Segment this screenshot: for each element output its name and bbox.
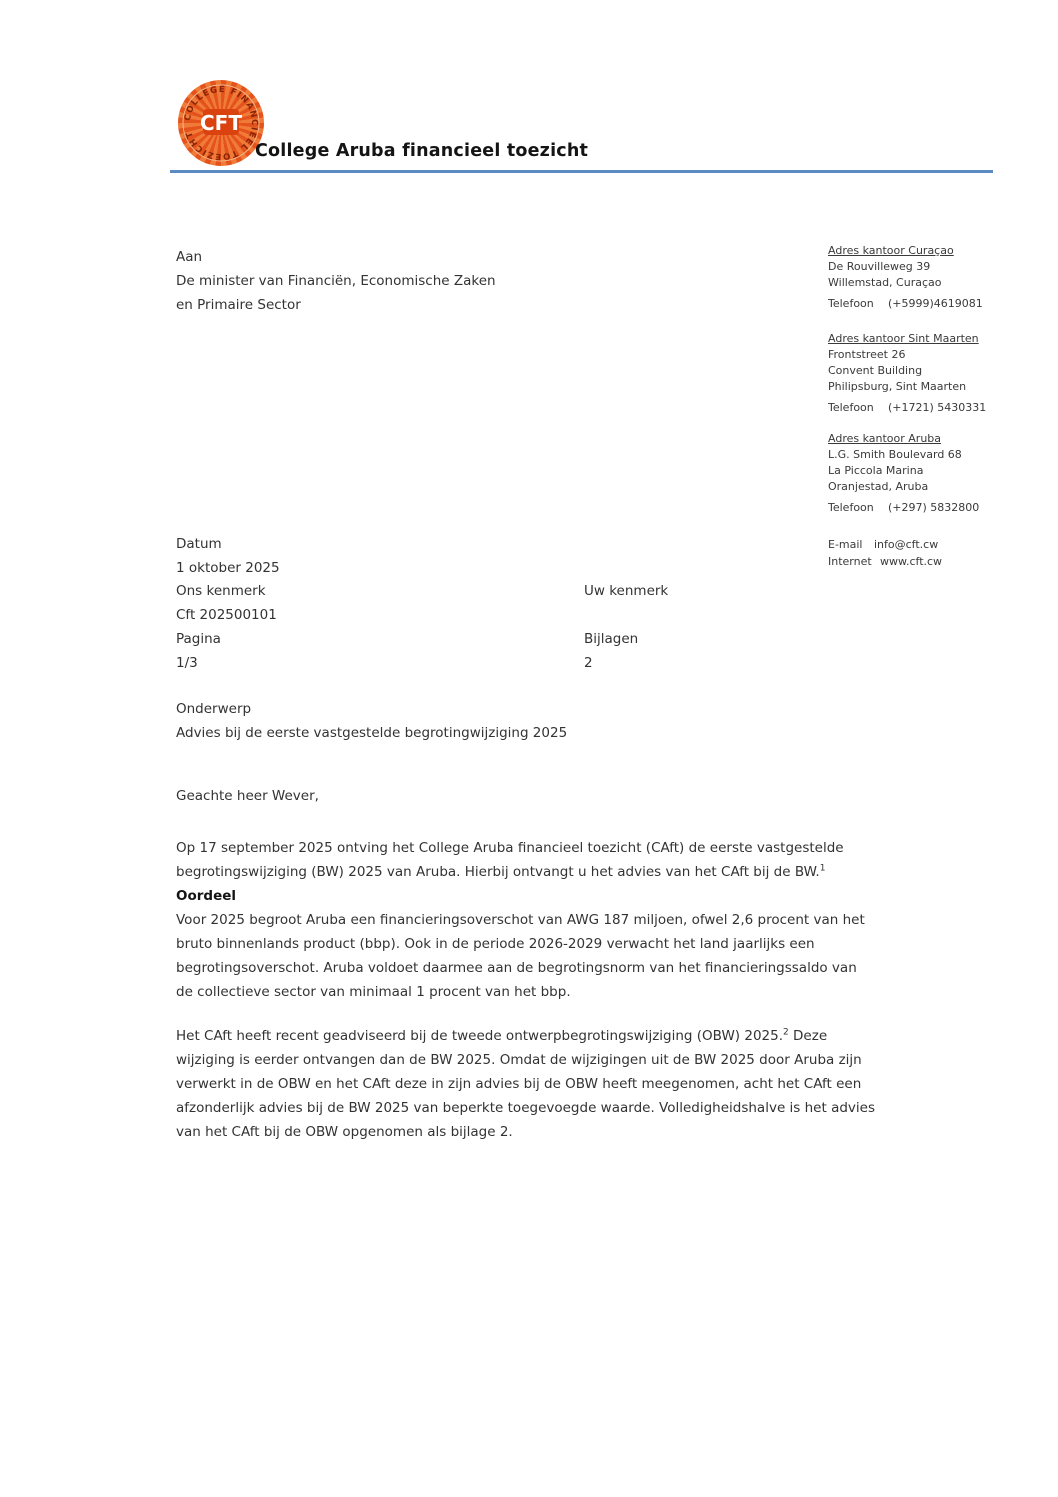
contact-column: [828, 243, 1038, 570]
phone-label: Telefoon: [828, 501, 874, 514]
meta-row-pagina-labels: [176, 628, 896, 652]
office-sint-maarten: [828, 331, 1038, 416]
office-address-line: Convent Building: [828, 364, 923, 377]
bijlagen-label: Bijlagen: [584, 630, 639, 647]
meta-row-kenmerk-values: [176, 604, 896, 628]
internet-label: Internet: [828, 555, 872, 568]
footnote-marker-2: 2: [783, 1027, 789, 1038]
internet-value: www.cft.cw: [880, 555, 943, 568]
paragraph-1: [176, 836, 876, 884]
office-heading: Adres kantoor Sint Maarten: [828, 332, 979, 345]
meta-row-datum-label: [176, 533, 896, 557]
phone-label: Telefoon: [828, 297, 874, 310]
pagina-label: Pagina: [176, 630, 221, 647]
email-label: E-mail: [828, 538, 863, 551]
office-address-line: La Piccola Marina: [828, 464, 924, 477]
logo-center-text: CFT: [200, 111, 242, 135]
subject-block: [176, 697, 567, 745]
paragraph-3: [176, 1024, 876, 1144]
datum-value: 1 oktober 2025: [176, 559, 280, 576]
office-address-line: Frontstreet 26: [828, 348, 906, 361]
uw-kenmerk-label: Uw kenmerk: [584, 583, 669, 600]
subject-text: Advies bij de eerste vastgestelde begrotingwijziging 2025: [176, 725, 568, 741]
meta-row-kenmerk-labels: [176, 580, 896, 604]
bijlagen-value: 2: [584, 654, 593, 671]
phone-number: (+297) 5832800: [888, 501, 980, 514]
logo-ring-text: COLLEGE FINANCIEEL TOEZICHT: [182, 84, 260, 162]
office-address-line: Philipsburg, Sint Maarten: [828, 380, 967, 393]
salutation: Geachte heer Wever,: [176, 788, 319, 804]
office-curacao: [828, 243, 1038, 312]
recipient-line: De minister van Financiën, Economische Zaken: [176, 273, 496, 289]
meta-row-pagina-values: [176, 652, 896, 676]
phone-number: (+5999)4619081: [888, 297, 983, 310]
page-title: College Aruba financieel toezicht: [255, 141, 589, 161]
office-address-line: Willemstad, Curaçao: [828, 276, 942, 289]
office-aruba: [828, 431, 1038, 516]
pagina-value: 1/3: [176, 654, 198, 671]
email-value: info@cft.cw: [874, 538, 939, 551]
phone-label: Telefoon: [828, 401, 874, 414]
footnote-marker-1: 1: [819, 863, 826, 874]
recipient-line: en Primaire Sector: [176, 297, 301, 313]
office-heading: Adres kantoor Curaçao: [828, 244, 954, 257]
paragraph-1-text: Op 17 september 2025 ontving het College Aruba financieel toezicht (CAft) de eerste vastgestelde begrotingswijziging (BW) 2025 van Aruba. Hierbij ontvangt u het advies van het CAft bij de BW.: [176, 840, 844, 880]
recipient-label: Aan: [176, 249, 203, 265]
paragraph-3-text-a: Het CAft heeft recent geadviseerd bij de tweede ontwerpbegrotingswijziging (OBW) 2025.: [176, 1028, 784, 1044]
office-phone-row: [828, 400, 1038, 416]
cft-logo-graphic: [178, 80, 264, 166]
office-heading: Adres kantoor Aruba: [828, 432, 942, 445]
recipient-block: [176, 245, 496, 317]
cft-logo: [178, 80, 264, 166]
ons-kenmerk-label: Ons kenmerk: [176, 583, 266, 600]
meta-row-datum-value: [176, 557, 896, 581]
office-address-line: L.G. Smith Boulevard 68: [828, 448, 962, 461]
subject-label: Onderwerp: [176, 701, 252, 717]
office-phone-row: [828, 296, 1038, 312]
office-address-line: Oranjestad, Aruba: [828, 480, 929, 493]
ons-kenmerk-value: Cft 202500101: [176, 607, 277, 624]
paragraph-2: Voor 2025 begroot Aruba een financieringsoverschot van AWG 187 miljoen, ofwel 2,6 procent van het bruto binnenlands product (bbp). Ook in de periode 2026-2029 verwacht het land jaarlijks een begrotingsoverschot. Aruba voldoet daarmee aan de begrotingsnorm van het financieringssaldo van de collectieve sector van minimaal 1 procent van het bbp.: [176, 912, 865, 1000]
header-rule: [170, 170, 993, 173]
letter-meta: [176, 533, 896, 675]
paragraph-3-text-b: Deze wijziging is eerder ontvangen dan de BW 2025. Omdat de wijzigingen uit de BW 2025 door Aruba zijn verwerkt in de OBW en het CAft deze in zijn advies bij de OBW heeft meegenomen, acht het CAft een afzonderlijk advies bij de BW 2025 van beperkte toegevoegde waarde. Volledigheidshalve is het advies van het CAft bij de OBW opgenomen als bijlage 2.: [176, 1028, 875, 1140]
phone-number: (+1721) 5430331: [888, 401, 987, 414]
office-address-line: De Rouvilleweg 39: [828, 260, 931, 273]
letter-body: [176, 836, 876, 1144]
office-phone-row: [828, 500, 1038, 516]
section-heading-oordeel: Oordeel: [176, 888, 237, 904]
datum-label: Datum: [176, 536, 222, 552]
